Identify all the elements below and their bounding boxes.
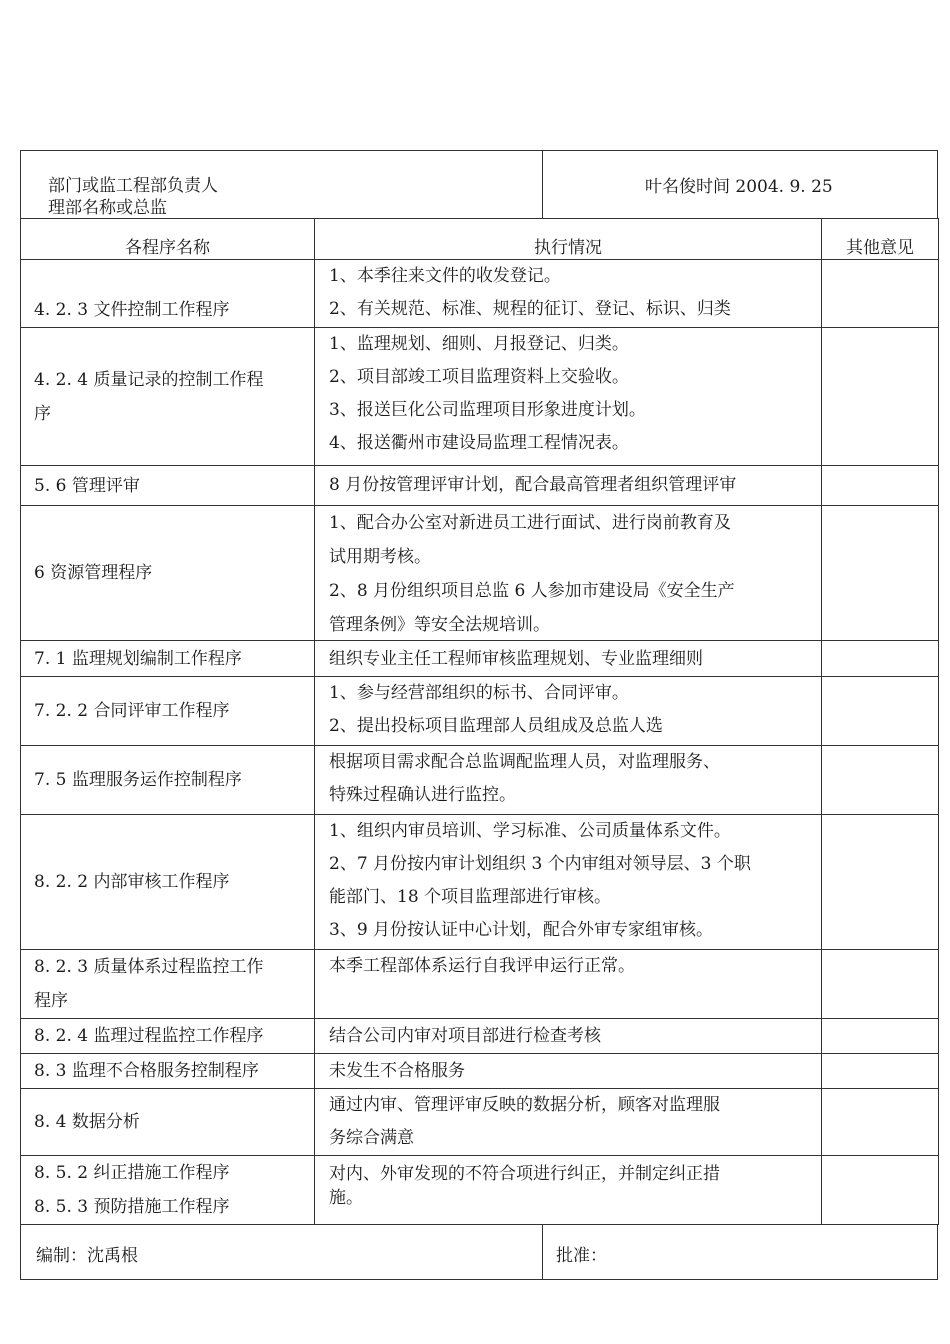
execution-line: 8 月份按管理评审计划，配合最高管理者组织管理评审	[329, 475, 737, 495]
table-header-row	[21, 219, 939, 260]
procedure-name-line: 8. 3 监理不合格服务控制程序	[34, 1061, 259, 1081]
execution-line: 2、有关规范、标准、规程的征订、登记、标识、归类	[329, 299, 731, 319]
procedure-name-cell	[21, 815, 315, 950]
procedure-name-line: 程序	[34, 991, 68, 1011]
execution-line: 1、本季往来文件的收发登记。	[329, 266, 561, 286]
other-opinion-cell	[822, 1019, 939, 1054]
execution-cell	[315, 506, 822, 641]
execution-cell	[315, 815, 822, 950]
execution-line: 2、项目部竣工项目监理资料上交验收。	[329, 367, 629, 387]
other-opinion-cell	[822, 950, 939, 1019]
execution-line: 4、报送衢州市建设局监理工程情况表。	[329, 433, 629, 453]
other-opinion-cell	[822, 328, 939, 466]
procedure-name-line: 4. 2. 3 文件控制工作程序	[34, 300, 230, 320]
execution-cell	[315, 260, 822, 328]
dept-label-line1: 部门或监工程部负责人	[48, 176, 218, 196]
execution-cell	[315, 1156, 822, 1225]
other-opinion-cell	[822, 506, 939, 641]
procedure-name-cell	[21, 1019, 315, 1054]
procedure-table	[20, 218, 939, 1225]
table-row	[21, 815, 939, 950]
execution-line: 未发生不合格服务	[329, 1061, 465, 1081]
other-opinion-cell	[822, 1156, 939, 1225]
procedure-name-cell	[21, 950, 315, 1019]
procedure-name-line: 5. 6 管理评审	[34, 475, 140, 496]
execution-line: 结合公司内审对项目部进行检查考核	[329, 1026, 601, 1046]
procedure-name-cell	[21, 1089, 315, 1156]
execution-cell	[315, 1019, 822, 1054]
signer-time: 叶名俊时间 2004. 9. 25	[645, 177, 833, 197]
other-opinion-cell	[822, 641, 939, 677]
procedure-name-cell	[21, 466, 315, 506]
procedure-name-line: 序	[34, 403, 51, 424]
procedure-name-cell	[21, 746, 315, 815]
prepared-by: 编制：沈禹根	[36, 1246, 138, 1266]
execution-cell	[315, 466, 822, 506]
procedure-name-line: 4. 2. 4 质量记录的控制工作程	[34, 369, 264, 390]
execution-cell	[315, 328, 822, 466]
col-header-execution: 执行情况	[315, 219, 822, 260]
execution-line: 2、提出投标项目监理部人员组成及总监人选	[329, 716, 663, 736]
table-row	[21, 1156, 939, 1225]
execution-line: 组织专业主任工程师审核监理规划、专业监理细则	[329, 649, 703, 669]
execution-line: 3、9 月份按认证中心计划，配合外审专家组审核。	[329, 920, 714, 940]
execution-cell	[315, 1089, 822, 1156]
execution-line: 根据项目需求配合总监调配监理人员，对监理服务、	[329, 752, 720, 772]
table-row	[21, 950, 939, 1019]
execution-line: 特殊过程确认进行监控。	[329, 785, 516, 805]
other-opinion-cell	[822, 677, 939, 746]
table-row	[21, 1054, 939, 1089]
procedure-name-line: 7. 5 监理服务运作控制程序	[34, 770, 242, 790]
execution-line: 1、参与经营部组织的标书、合同评审。	[329, 683, 629, 703]
procedure-name-line: 8. 5. 2 纠正措施工作程序	[34, 1163, 230, 1183]
table-row	[21, 1089, 939, 1156]
other-opinion-cell	[822, 466, 939, 506]
table-row	[21, 328, 939, 466]
table-row	[21, 677, 939, 746]
execution-cell	[315, 1054, 822, 1089]
col-header-other: 其他意见	[822, 219, 939, 260]
table-row	[21, 260, 939, 328]
procedure-name-cell	[21, 641, 315, 677]
execution-cell	[315, 950, 822, 1019]
col-header-procedure: 各程序名称	[21, 219, 315, 260]
execution-line: 通过内审、管理评审反映的数据分析，顾客对监理服	[329, 1095, 720, 1115]
execution-line: 2、7 月份按内审计划组织 3 个内审组对领导层、3 个职	[329, 854, 751, 874]
execution-cell	[315, 746, 822, 815]
other-opinion-cell	[822, 260, 939, 328]
execution-line: 能部门、18 个项目监理部进行审核。	[329, 887, 612, 907]
execution-cell	[315, 677, 822, 746]
approved-by: 批准：	[556, 1246, 607, 1266]
execution-line: 施。	[329, 1188, 363, 1208]
procedure-name-cell	[21, 1156, 315, 1225]
table-body	[21, 260, 939, 1225]
procedure-name-line: 8. 5. 3 预防措施工作程序	[34, 1197, 230, 1217]
procedure-name-line: 6 资源管理程序	[34, 563, 153, 583]
procedure-name-line: 8. 2. 2 内部审核工作程序	[34, 872, 230, 892]
execution-line: 管理条例》等安全法规培训。	[329, 615, 550, 635]
table-row	[21, 1019, 939, 1054]
report-sheet	[20, 150, 938, 1280]
procedure-name-cell	[21, 328, 315, 466]
footer-divider	[542, 1225, 543, 1279]
execution-line: 1、监理规划、细则、月报登记、归类。	[329, 334, 629, 354]
table-row	[21, 641, 939, 677]
execution-line: 1、组织内审员培训、学习标准、公司质量体系文件。	[329, 821, 731, 841]
footer-block	[20, 1225, 938, 1280]
procedure-name-cell	[21, 677, 315, 746]
execution-line: 本季工程部体系运行自我评申运行正常。	[329, 956, 635, 976]
table-row	[21, 466, 939, 506]
execution-cell	[315, 641, 822, 677]
execution-line: 试用期考核。	[329, 547, 431, 567]
procedure-name-line: 7. 1 监理规划编制工作程序	[34, 649, 242, 669]
procedure-name-line: 7. 2. 2 合同评审工作程序	[34, 701, 230, 721]
execution-line: 1、配合办公室对新进员工进行面试、进行岗前教育及	[329, 513, 731, 533]
procedure-name-line: 8. 2. 4 监理过程监控工作程序	[34, 1026, 264, 1046]
execution-line: 2、8 月份组织项目总监 6 人参加市建设局《安全生产	[329, 581, 735, 601]
other-opinion-cell	[822, 746, 939, 815]
table-row	[21, 506, 939, 641]
header-block	[20, 150, 938, 218]
execution-line: 对内、外审发现的不符合项进行纠正，并制定纠正措	[329, 1164, 720, 1184]
procedure-name-line: 8. 2. 3 质量体系过程监控工作	[34, 957, 264, 977]
other-opinion-cell	[822, 1089, 939, 1156]
dept-label-line2: 理部名称或总监	[48, 198, 167, 218]
other-opinion-cell	[822, 1054, 939, 1089]
other-opinion-cell	[822, 815, 939, 950]
header-divider	[542, 151, 543, 218]
procedure-name-cell	[21, 1054, 315, 1089]
procedure-name-cell	[21, 260, 315, 328]
procedure-name-cell	[21, 506, 315, 641]
procedure-name-line: 8. 4 数据分析	[34, 1112, 140, 1132]
table-row	[21, 746, 939, 815]
execution-line: 3、报送巨化公司监理项目形象进度计划。	[329, 400, 646, 420]
execution-line: 务综合满意	[329, 1128, 414, 1148]
